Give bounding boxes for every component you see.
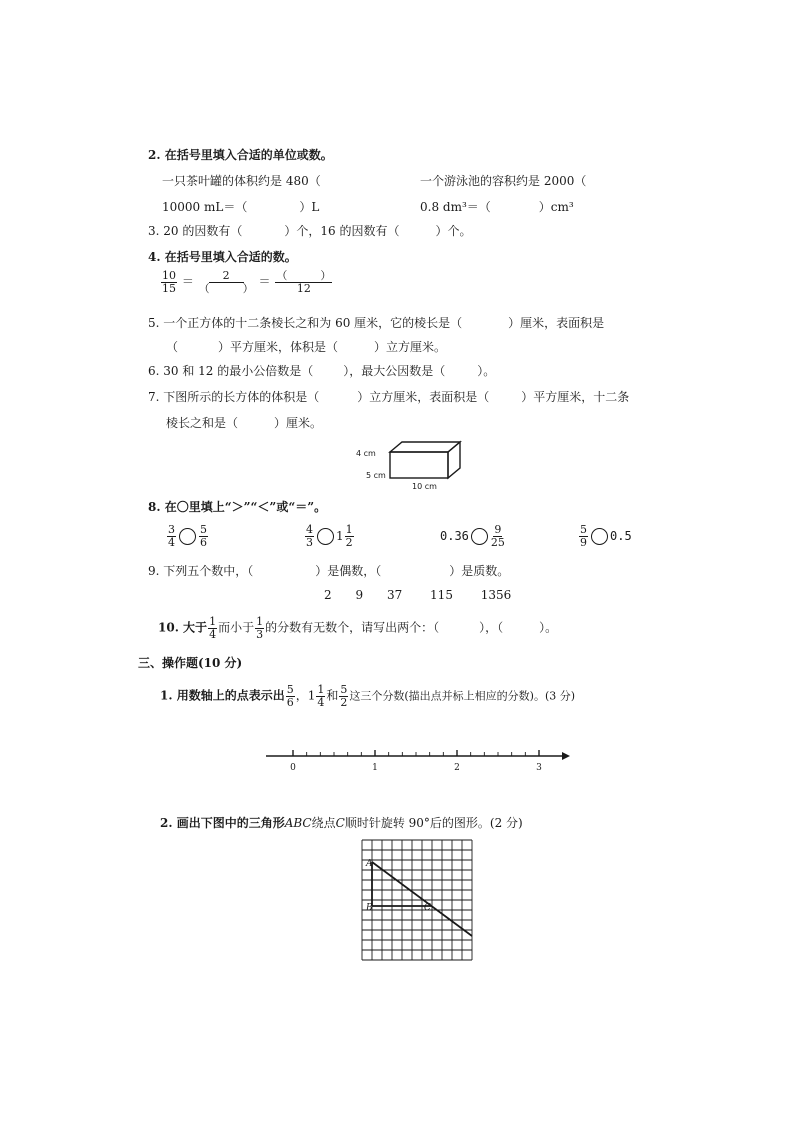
compare-circle[interactable] (179, 528, 196, 545)
q4-title: 4. 在括号里填入合适的数。 (148, 250, 297, 264)
q9-numbers (324, 588, 511, 602)
q8-pair-4 (578, 524, 632, 548)
q2-item-pool (420, 172, 586, 189)
q8-pair-1 (166, 524, 209, 548)
op2-point-c: C (335, 816, 345, 830)
q2-item-ml (162, 198, 319, 215)
q9-line (148, 562, 509, 579)
q10-part-e: ）。 (539, 620, 558, 635)
q7-part-c: ）平方厘米，十二条 (521, 390, 630, 404)
cuboid-figure (352, 438, 472, 494)
q5-line-2 (166, 338, 446, 355)
q10-line (158, 616, 557, 640)
q3-part-c: ）个。 (435, 224, 472, 238)
q9-number: 1356 (480, 588, 512, 602)
width-label: 5 cm (366, 471, 386, 480)
q2-item-tea-can (162, 172, 321, 189)
fraction: $\frac{5}{6}$ (200, 523, 207, 549)
q7-part-a: 7. 下图所示的长方体的体积是（ (148, 390, 320, 404)
q3-line (148, 222, 471, 239)
fraction: $\frac{9}{25}$ (490, 523, 505, 549)
op1-part-c: 和 (326, 688, 339, 703)
q5-part-d: ）平方厘米，体积是（ (218, 340, 339, 354)
tick-label-1: 1 (372, 763, 378, 773)
op2-triangle-name: ABC (284, 816, 312, 830)
op1-line (160, 684, 575, 708)
q9-number: 2 (324, 588, 332, 602)
compare-circle[interactable] (591, 528, 608, 545)
tick-label-0: 0 (290, 763, 296, 773)
op2-line (160, 814, 523, 831)
q8-pair-2 (304, 524, 355, 548)
vertex-c-label: C (424, 903, 431, 913)
fraction: $\frac{1}{2}$ (345, 523, 353, 549)
compare-circle[interactable] (317, 528, 334, 545)
op1-part-a: 1. 用数轴上的点表示出 (160, 688, 285, 703)
q7-part-e: ）厘米。 (274, 416, 323, 430)
op2-part-b: 绕点 (311, 816, 336, 830)
number-line[interactable] (262, 740, 572, 776)
q9-part-c: ）是质数。 (449, 564, 510, 578)
fraction: $\frac{4}{3}$ (306, 523, 313, 549)
q9-part-a: 9. 下列五个数中，（ (148, 564, 254, 578)
tick-label-3: 3 (536, 763, 542, 773)
q2-pool-text: 一个游泳池的容积约是 2000（ (420, 174, 587, 188)
q10-part-a: 10. 大于 (158, 620, 208, 635)
q10-part-b: 而小于 (218, 620, 255, 635)
q6-part-a: 6. 30 和 12 的最小公倍数是（ (148, 364, 314, 378)
length-label: 10 cm (412, 482, 437, 491)
q5-part-c: （ (166, 340, 179, 354)
fraction: $\frac{1}{3}$ (256, 615, 264, 641)
equals-sign: ＝ (258, 274, 271, 289)
q4-fraction-2[interactable]: $\frac{2}{( )}$ (198, 269, 254, 295)
vertex-b-label: B (366, 903, 373, 913)
q6-part-c: ）。 (477, 364, 496, 378)
q3-part-a: 3. 20 的因数有（ (148, 224, 243, 238)
q6-line (148, 362, 495, 379)
equals-sign: ＝ (181, 274, 194, 289)
q2-ml-end: ）L (299, 200, 320, 214)
q2-tea-can-text: 一只茶叶罐的体积约是 480（ (162, 174, 321, 188)
q2-ml-text: 10000 mL＝（ (162, 200, 248, 214)
q3-part-b: ）个，16 的因数有（ (284, 224, 400, 238)
q10-part-c: 的分数有无数个，请写出两个：（ (265, 620, 440, 635)
q6-part-b: ），最大公因数是（ (343, 364, 446, 378)
q2-dm3-text: 0.8 dm³＝（ (420, 200, 491, 214)
q5-part-b: ）厘米，表面积是 (508, 316, 605, 330)
q10-part-d: ），（ (479, 620, 504, 635)
q7-part-b: ）立方厘米，表面积是（ (357, 390, 490, 404)
q9-number: 37 (386, 588, 403, 602)
fraction: $\frac{5}{9}$ (580, 523, 587, 549)
op1-part-d: 这三个分数(描出点并标上相应的分数)。(3 分) (349, 689, 576, 703)
q8-title: 8. 在〇里填上“＞”“＜”或“＝”。 (148, 500, 327, 514)
q4-fraction-chain (160, 270, 333, 294)
fraction: $\frac{3}{4}$ (168, 523, 175, 549)
rotation-grid[interactable] (360, 838, 476, 962)
q4-fraction-1: $\frac{10}{15}$ (162, 269, 176, 295)
q2-item-dm3 (420, 198, 574, 215)
q7-line-2 (166, 414, 322, 431)
section-3-title: 三、操作题(10 分) (138, 656, 243, 670)
decimal-value: 0.5 (610, 529, 632, 544)
compare-circle[interactable] (471, 528, 488, 545)
fraction: $\frac{1}{4}$ (209, 615, 217, 641)
mixed-whole: 1 (336, 529, 344, 544)
q5-part-e: ）立方厘米。 (374, 340, 447, 354)
tick-label-2: 2 (454, 763, 460, 773)
op1-part-b: ，1 (295, 688, 316, 703)
q9-part-b: ）是偶数，（ (315, 564, 382, 578)
q5-part-a: 5. 一个正方体的十二条棱长之和为 60 厘米，它的棱长是（ (148, 316, 463, 330)
q2-dm3-end: ）cm³ (538, 200, 574, 214)
fraction: $\frac{5}{2}$ (340, 683, 348, 709)
height-label: 4 cm (356, 449, 376, 458)
op2-part-d: 顺时针旋转 90°后的图形。(2 分) (344, 816, 523, 830)
q2-title: 2. 在括号里填入合适的单位或数。 (148, 148, 333, 162)
q7-line-1 (148, 388, 629, 405)
vertex-a-label: A (366, 859, 373, 869)
q8-pair-3 (440, 524, 506, 548)
q9-number: 115 (430, 588, 453, 602)
q5-line-1 (148, 314, 604, 331)
repeating-decimal: 0.36 (440, 529, 469, 544)
q4-fraction-3[interactable]: $\frac{( )}{12}$ (276, 269, 332, 295)
op2-part-a: 2. 画出下图中的三角形 (160, 816, 285, 830)
q9-number: 9 (355, 588, 364, 602)
q7-part-d: 棱长之和是（ (166, 416, 239, 430)
fraction: $\frac{5}{6}$ (286, 683, 294, 709)
fraction: $\frac{1}{4}$ (317, 683, 325, 709)
